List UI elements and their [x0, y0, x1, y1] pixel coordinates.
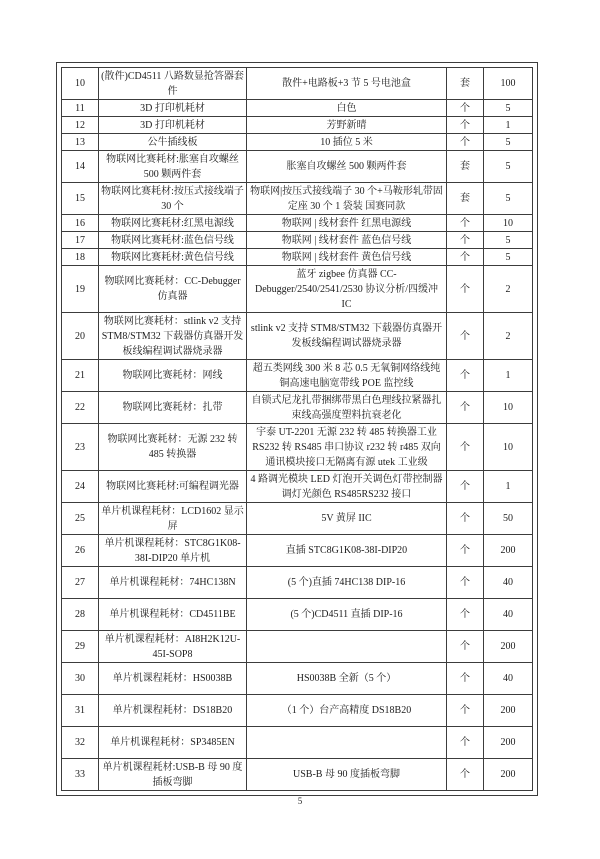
cell-specification: 物联网 | 线材套件 红黑电源线 — [247, 215, 447, 232]
cell-specification: USB-B 母 90 度插板弯脚 — [247, 759, 447, 791]
table-row — [62, 727, 533, 759]
cell-unit: 个 — [447, 313, 484, 360]
cell-specification: 10 插位 5 米 — [247, 134, 447, 151]
cell-row-number: 31 — [62, 695, 99, 727]
table-row — [62, 117, 533, 134]
cell-specification: (5 个)直插 74HC138 DIP-16 — [247, 567, 447, 599]
cell-item-name: 3D 打印机耗材 — [99, 117, 247, 134]
cell-item-name: 物联网比赛耗材:胀塞自攻螺丝 500 颗两件套 — [99, 151, 247, 183]
table-row — [62, 695, 533, 727]
cell-specification: HS0038B 全新（5 个） — [247, 663, 447, 695]
cell-quantity: 1 — [484, 360, 533, 392]
cell-item-name: 单片机课程耗材：DS18B20 — [99, 695, 247, 727]
cell-specification: 胀塞自攻螺丝 500 颗两件套 — [247, 151, 447, 183]
cell-row-number: 14 — [62, 151, 99, 183]
cell-unit: 个 — [447, 424, 484, 471]
cell-item-name: (散件)CD4511 八路数显抢答器套件 — [99, 68, 247, 100]
cell-quantity: 200 — [484, 695, 533, 727]
cell-item-name: 物联网比赛耗材:按压式接线端子 30 个 — [99, 183, 247, 215]
cell-unit: 个 — [447, 471, 484, 503]
cell-specification: (5 个)CD4511 直插 DIP-16 — [247, 599, 447, 631]
cell-specification: （1 个）台产高精度 DS18B20 — [247, 695, 447, 727]
cell-specification: 物联网 | 线材套件 黄色信号线 — [247, 249, 447, 266]
cell-item-name: 物联网比赛耗材：扎带 — [99, 392, 247, 424]
cell-specification: 白色 — [247, 100, 447, 117]
cell-row-number: 25 — [62, 503, 99, 535]
cell-unit: 个 — [447, 249, 484, 266]
cell-specification: 蓝牙 zigbee 仿真器 CC-Debugger/2540/2541/2530 协议分析/四缓冲 IC — [247, 266, 447, 313]
table-row — [62, 471, 533, 503]
cell-item-name: 物联网比赛耗材:黄色信号线 — [99, 249, 247, 266]
cell-row-number: 17 — [62, 232, 99, 249]
cell-row-number: 19 — [62, 266, 99, 313]
cell-quantity: 10 — [484, 424, 533, 471]
cell-item-name: 物联网比赛耗材：网线 — [99, 360, 247, 392]
cell-specification — [247, 631, 447, 663]
table-row — [62, 215, 533, 232]
cell-item-name: 单片机课程耗材：HS0038B — [99, 663, 247, 695]
cell-row-number: 21 — [62, 360, 99, 392]
cell-quantity: 2 — [484, 313, 533, 360]
cell-unit: 个 — [447, 100, 484, 117]
cell-quantity: 10 — [484, 215, 533, 232]
cell-specification: 直插 STC8G1K08-38I-DIP20 — [247, 535, 447, 567]
cell-unit: 个 — [447, 567, 484, 599]
page-number: 5 — [297, 796, 303, 806]
cell-specification — [247, 727, 447, 759]
cell-unit: 套 — [447, 183, 484, 215]
table-row — [62, 424, 533, 471]
cell-specification: 物联网 | 线材套件 蓝色信号线 — [247, 232, 447, 249]
cell-row-number: 16 — [62, 215, 99, 232]
cell-specification: 散件+电路板+3 节 5 号电池盒 — [247, 68, 447, 100]
cell-specification: 自锁式尼龙扎带捆绑带黑白色理线拉紧器扎束线高强度塑料抗衰老化 — [247, 392, 447, 424]
cell-quantity: 5 — [484, 183, 533, 215]
cell-row-number: 10 — [62, 68, 99, 100]
cell-quantity: 200 — [484, 759, 533, 791]
cell-quantity: 100 — [484, 68, 533, 100]
cell-specification: 5V 黄屏 IIC — [247, 503, 447, 535]
cell-quantity: 200 — [484, 535, 533, 567]
cell-item-name: 单片机课程耗材：74HC138N — [99, 567, 247, 599]
cell-quantity: 5 — [484, 151, 533, 183]
table-row — [62, 503, 533, 535]
table-row — [62, 232, 533, 249]
table-row — [62, 663, 533, 695]
cell-row-number: 18 — [62, 249, 99, 266]
cell-unit: 个 — [447, 215, 484, 232]
cell-row-number: 12 — [62, 117, 99, 134]
cell-row-number: 15 — [62, 183, 99, 215]
cell-item-name: 物联网比赛耗材:可编程调光器 — [99, 471, 247, 503]
table-row — [62, 392, 533, 424]
table-row — [62, 313, 533, 360]
cell-quantity: 50 — [484, 503, 533, 535]
cell-specification: 超五类网线 300 米 8 芯 0.5 无氧铜网络线纯铜高速电脑宽带线 POE 监控线 — [247, 360, 447, 392]
cell-unit: 个 — [447, 599, 484, 631]
cell-row-number: 27 — [62, 567, 99, 599]
consumables-table — [61, 67, 533, 791]
cell-unit: 个 — [447, 759, 484, 791]
cell-unit: 个 — [447, 631, 484, 663]
consumables-table-body — [62, 68, 533, 791]
cell-item-name: 单片机课程耗材：SP3485EN — [99, 727, 247, 759]
cell-item-name: 公牛插线板 — [99, 134, 247, 151]
table-row — [62, 567, 533, 599]
cell-specification: 宇泰 UT-2201 无源 232 转 485 转换器工业 RS232 转 RS485 串口协议 r232 转 r485 双向通讯模块接口无隔离有源 utek 工业级 — [247, 424, 447, 471]
cell-row-number: 33 — [62, 759, 99, 791]
cell-item-name: 物联网比赛耗材：stlink v2 支持 STM8/STM32 下载器仿真器开发板线编程调试器烧录器 — [99, 313, 247, 360]
cell-quantity: 1 — [484, 117, 533, 134]
cell-specification: 4 路调光模块 LED 灯泡开关调色灯带控制器调灯光颜色 RS485RS232 接口 — [247, 471, 447, 503]
cell-unit: 个 — [447, 232, 484, 249]
cell-quantity: 40 — [484, 663, 533, 695]
cell-unit: 套 — [447, 151, 484, 183]
cell-row-number: 22 — [62, 392, 99, 424]
cell-item-name: 单片机课程耗材：CD4511BE — [99, 599, 247, 631]
cell-quantity: 200 — [484, 631, 533, 663]
cell-item-name: 3D 打印机耗材 — [99, 100, 247, 117]
cell-row-number: 30 — [62, 663, 99, 695]
cell-row-number: 20 — [62, 313, 99, 360]
cell-unit: 个 — [447, 266, 484, 313]
table-row — [62, 151, 533, 183]
cell-item-name: 物联网比赛耗材：CC-Debugger 仿真器 — [99, 266, 247, 313]
cell-specification: 芳野新晴 — [247, 117, 447, 134]
cell-specification: stlink v2 支持 STM8/STM32 下载器仿真器开发板线编程调试器烧录器 — [247, 313, 447, 360]
cell-unit: 个 — [447, 535, 484, 567]
cell-item-name: 单片机课程耗材：AI8H2K12U-45I-SOP8 — [99, 631, 247, 663]
table-row — [62, 360, 533, 392]
cell-quantity: 200 — [484, 727, 533, 759]
cell-quantity: 5 — [484, 100, 533, 117]
cell-item-name: 单片机课程耗材:USB-B 母 90 度插板弯脚 — [99, 759, 247, 791]
table-row — [62, 249, 533, 266]
cell-specification: 物联网|按压式接线端子 30 个+马鞍形轧带固定座 30 个 1 袋装 国赛同款 — [247, 183, 447, 215]
table-row — [62, 535, 533, 567]
table-row — [62, 266, 533, 313]
cell-unit: 套 — [447, 68, 484, 100]
cell-row-number: 24 — [62, 471, 99, 503]
cell-row-number: 28 — [62, 599, 99, 631]
cell-row-number: 13 — [62, 134, 99, 151]
cell-row-number: 23 — [62, 424, 99, 471]
cell-unit: 个 — [447, 134, 484, 151]
cell-unit: 个 — [447, 695, 484, 727]
table-row — [62, 68, 533, 100]
cell-row-number: 32 — [62, 727, 99, 759]
cell-quantity: 10 — [484, 392, 533, 424]
cell-item-name: 物联网比赛耗材：无源 232 转 485 转换器 — [99, 424, 247, 471]
table-row — [62, 631, 533, 663]
cell-unit: 个 — [447, 360, 484, 392]
table-row — [62, 759, 533, 791]
cell-quantity: 5 — [484, 134, 533, 151]
cell-item-name: 物联网比赛耗材:蓝色信号线 — [99, 232, 247, 249]
cell-unit: 个 — [447, 663, 484, 695]
cell-item-name: 物联网比赛耗材:红黑电源线 — [99, 215, 247, 232]
table-outer-frame — [56, 62, 538, 796]
cell-row-number: 29 — [62, 631, 99, 663]
cell-quantity: 40 — [484, 599, 533, 631]
cell-quantity: 1 — [484, 471, 533, 503]
cell-quantity: 5 — [484, 249, 533, 266]
cell-item-name: 单片机课程耗材：STC8G1K08-38I-DIP20 单片机 — [99, 535, 247, 567]
cell-item-name: 单片机课程耗材：LCD1602 显示屏 — [99, 503, 247, 535]
cell-quantity: 40 — [484, 567, 533, 599]
cell-row-number: 26 — [62, 535, 99, 567]
table-row — [62, 134, 533, 151]
cell-quantity: 5 — [484, 232, 533, 249]
table-row — [62, 183, 533, 215]
cell-unit: 个 — [447, 503, 484, 535]
cell-unit: 个 — [447, 117, 484, 134]
table-row — [62, 100, 533, 117]
cell-row-number: 11 — [62, 100, 99, 117]
cell-unit: 个 — [447, 392, 484, 424]
cell-unit: 个 — [447, 727, 484, 759]
cell-quantity: 2 — [484, 266, 533, 313]
table-row — [62, 599, 533, 631]
